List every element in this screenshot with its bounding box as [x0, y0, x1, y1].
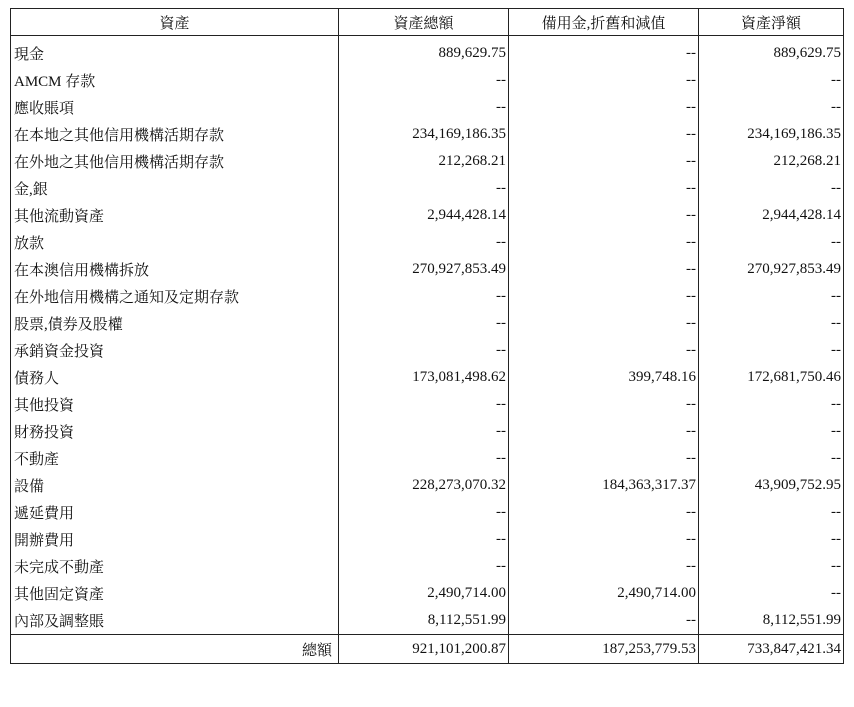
row-label: 股票,債券及股權: [11, 310, 339, 337]
row-net: --: [699, 229, 844, 256]
row-net: --: [699, 337, 844, 364]
row-label: 其他固定資產: [11, 580, 339, 607]
row-net: --: [699, 310, 844, 337]
table-row: [11, 526, 844, 553]
row-provisions: --: [509, 283, 699, 310]
row-provisions: 184,363,317.37: [509, 472, 699, 499]
row-label: 承銷資金投資: [11, 337, 339, 364]
header-provisions: 備用金,折舊和減值: [509, 9, 699, 36]
row-label: 應收賬項: [11, 94, 339, 121]
table-row: [11, 202, 844, 229]
table-row: [11, 67, 844, 94]
row-provisions: --: [509, 337, 699, 364]
row-label: 設備: [11, 472, 339, 499]
table-row: [11, 391, 844, 418]
row-gross: --: [339, 337, 509, 364]
row-provisions: --: [509, 445, 699, 472]
table-row: [11, 148, 844, 175]
balance-sheet: [10, 8, 843, 664]
row-provisions: 2,490,714.00: [509, 580, 699, 607]
row-provisions: 399,748.16: [509, 364, 699, 391]
row-gross: 173,081,498.62: [339, 364, 509, 391]
row-net: --: [699, 94, 844, 121]
row-gross: --: [339, 175, 509, 202]
table-row: [11, 121, 844, 148]
row-net: 212,268.21: [699, 148, 844, 175]
row-provisions: --: [509, 67, 699, 94]
row-net: --: [699, 499, 844, 526]
row-provisions: --: [509, 499, 699, 526]
row-provisions: --: [509, 148, 699, 175]
row-label: 在本地之其他信用機構活期存款: [11, 121, 339, 148]
row-label: 內部及調整賬: [11, 607, 339, 635]
total-net: 733,847,421.34: [699, 635, 844, 664]
row-provisions: --: [509, 526, 699, 553]
row-net: --: [699, 526, 844, 553]
table-row: [11, 229, 844, 256]
row-net: 889,629.75: [699, 36, 844, 68]
table-row: [11, 472, 844, 499]
row-net: --: [699, 175, 844, 202]
row-net: 2,944,428.14: [699, 202, 844, 229]
table-row: [11, 580, 844, 607]
row-provisions: --: [509, 310, 699, 337]
row-provisions: --: [509, 256, 699, 283]
row-label: 在外地之其他信用機構活期存款: [11, 148, 339, 175]
row-gross: 212,268.21: [339, 148, 509, 175]
row-net: --: [699, 391, 844, 418]
row-net: 43,909,752.95: [699, 472, 844, 499]
table-body: [11, 36, 844, 635]
row-net: 234,169,186.35: [699, 121, 844, 148]
row-net: 270,927,853.49: [699, 256, 844, 283]
row-gross: 228,273,070.32: [339, 472, 509, 499]
row-label: 在外地信用機構之通知及定期存款: [11, 283, 339, 310]
table-row: [11, 337, 844, 364]
row-label: 在本澳信用機構拆放: [11, 256, 339, 283]
row-gross: --: [339, 553, 509, 580]
row-gross: --: [339, 499, 509, 526]
row-net: --: [699, 445, 844, 472]
row-provisions: --: [509, 36, 699, 68]
total-label: 總額: [11, 635, 339, 664]
row-label: 放款: [11, 229, 339, 256]
row-net: --: [699, 418, 844, 445]
row-label: 現金: [11, 36, 339, 68]
total-gross: 921,101,200.87: [339, 635, 509, 664]
table-row: [11, 418, 844, 445]
row-gross: --: [339, 445, 509, 472]
row-provisions: --: [509, 553, 699, 580]
row-provisions: --: [509, 202, 699, 229]
row-provisions: --: [509, 391, 699, 418]
table-row: [11, 310, 844, 337]
table-row: [11, 256, 844, 283]
table-row: [11, 607, 844, 635]
row-label: 債務人: [11, 364, 339, 391]
row-label: 未完成不動產: [11, 553, 339, 580]
total-row: [11, 635, 844, 664]
row-net: 172,681,750.46: [699, 364, 844, 391]
row-net: --: [699, 67, 844, 94]
row-gross: 2,944,428.14: [339, 202, 509, 229]
row-label: 財務投資: [11, 418, 339, 445]
table-row: [11, 364, 844, 391]
row-gross: --: [339, 310, 509, 337]
row-label: AMCM 存款: [11, 67, 339, 94]
row-net: --: [699, 283, 844, 310]
table-row: [11, 445, 844, 472]
row-provisions: --: [509, 607, 699, 635]
header-gross: 資產總額: [339, 9, 509, 36]
row-provisions: --: [509, 94, 699, 121]
row-gross: 234,169,186.35: [339, 121, 509, 148]
row-gross: --: [339, 229, 509, 256]
row-label: 其他流動資產: [11, 202, 339, 229]
row-label: 遞延費用: [11, 499, 339, 526]
row-gross: --: [339, 94, 509, 121]
row-provisions: --: [509, 175, 699, 202]
row-label: 其他投資: [11, 391, 339, 418]
row-gross: 270,927,853.49: [339, 256, 509, 283]
row-gross: --: [339, 526, 509, 553]
row-gross: 889,629.75: [339, 36, 509, 68]
table-row: [11, 553, 844, 580]
row-gross: --: [339, 391, 509, 418]
row-label: 開辦費用: [11, 526, 339, 553]
row-provisions: --: [509, 121, 699, 148]
header-net: 資產淨額: [699, 9, 844, 36]
table-row: [11, 175, 844, 202]
header-item: 資產: [11, 9, 339, 36]
row-gross: 8,112,551.99: [339, 607, 509, 635]
row-gross: --: [339, 67, 509, 94]
row-provisions: --: [509, 418, 699, 445]
row-provisions: --: [509, 229, 699, 256]
table-row: [11, 36, 844, 68]
row-net: --: [699, 580, 844, 607]
table-row: [11, 499, 844, 526]
assets-table: [10, 8, 844, 664]
header-row: [11, 9, 844, 36]
table-row: [11, 94, 844, 121]
row-label: 不動產: [11, 445, 339, 472]
row-gross: --: [339, 418, 509, 445]
row-gross: --: [339, 283, 509, 310]
row-net: 8,112,551.99: [699, 607, 844, 635]
row-gross: 2,490,714.00: [339, 580, 509, 607]
row-net: --: [699, 553, 844, 580]
row-label: 金,銀: [11, 175, 339, 202]
table-row: [11, 283, 844, 310]
total-provisions: 187,253,779.53: [509, 635, 699, 664]
